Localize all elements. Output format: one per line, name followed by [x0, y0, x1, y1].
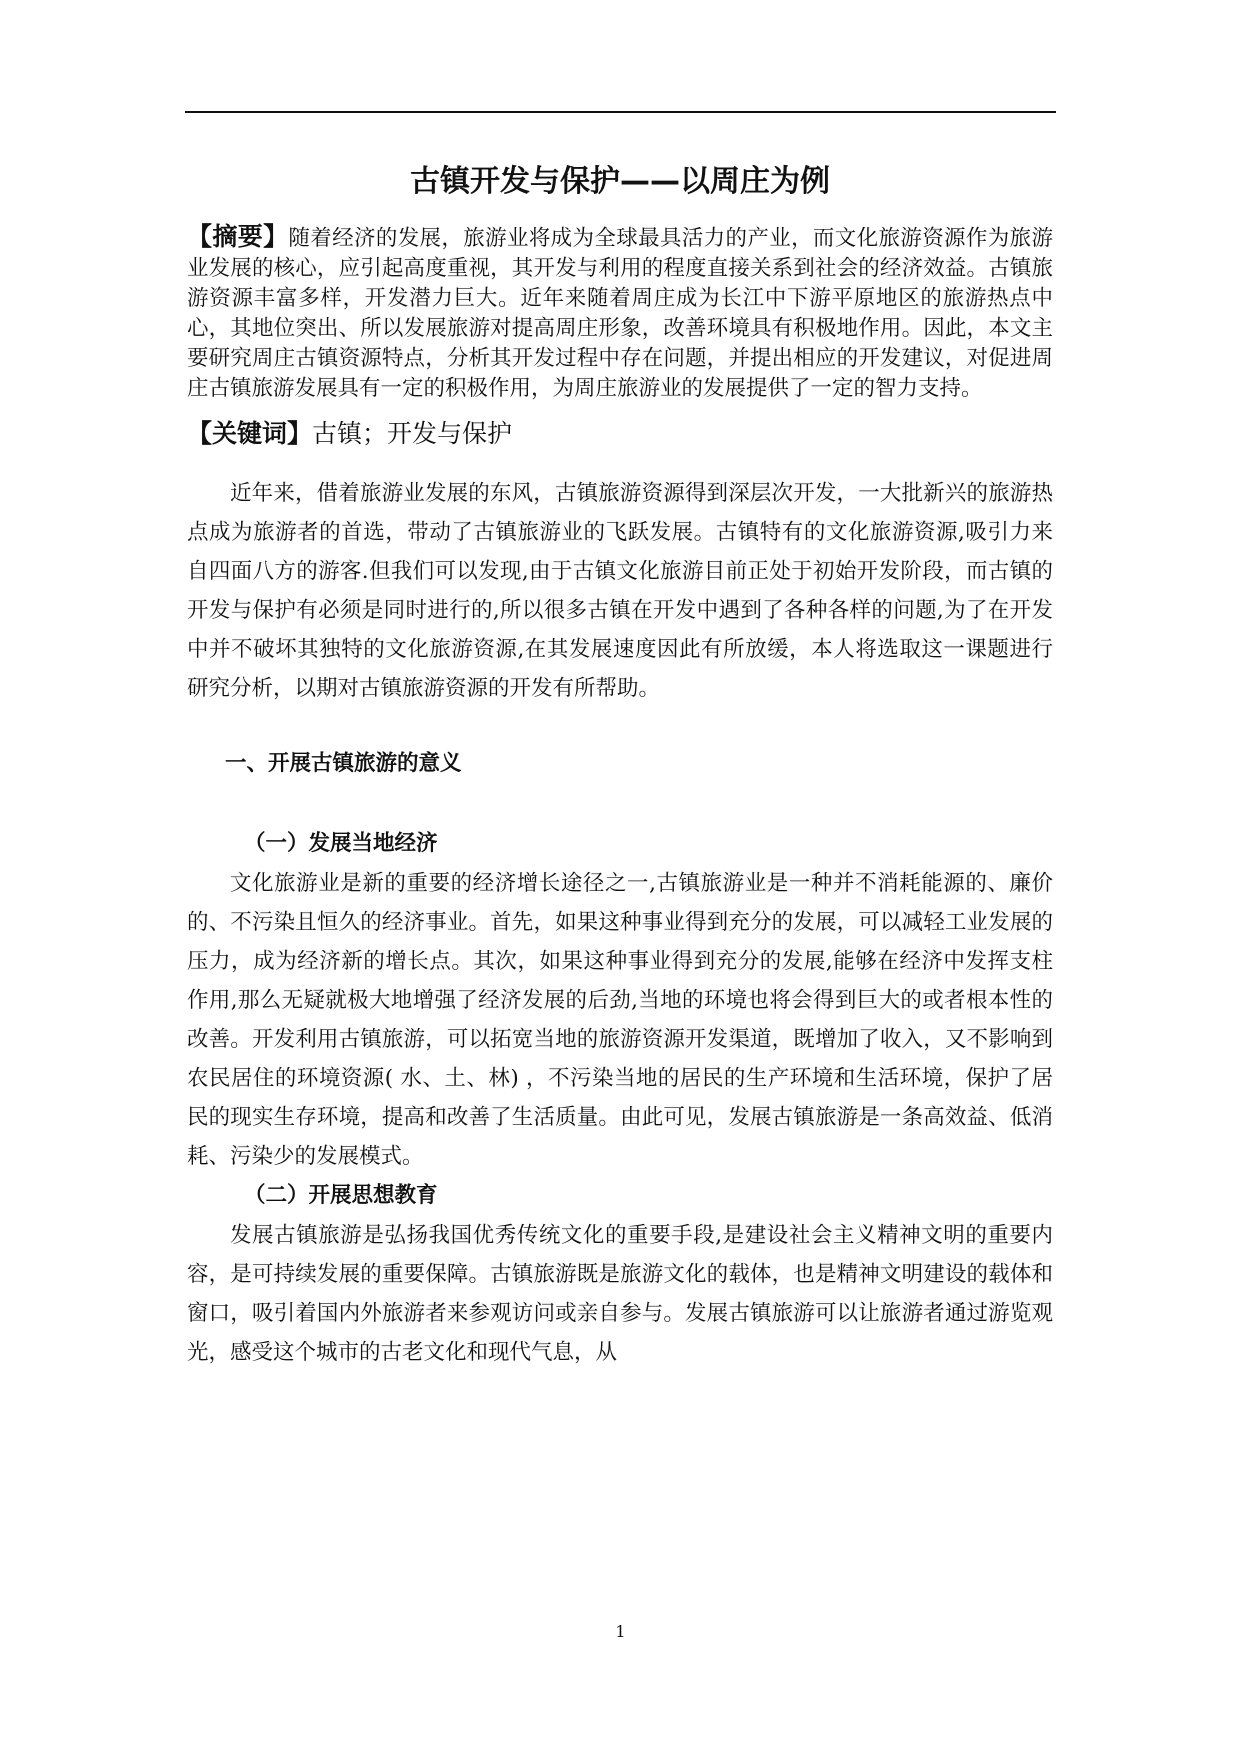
subsection-paragraph-1: 文化旅游业是新的重要的经济增长途径之一,古镇旅游业是一种并不消耗能源的、廉价的、不污染且恒久的经济事业。首先，如果这种事业得到充分的发展，可以减轻工业发展的压力，成为经济新的增长点。其次，如果这种事业得到充分的发展,能够在经济中发挥支柱作用,那么无疑就极大地增强了经济发展的后劲,当地的环境也将会得到巨大的或者根本性的改善。开发利用古镇旅游，可以拓宽当地的旅游资源开发渠道，既增加了收入，又不影响到农民居住的环境资源( 水、土、林) ，不污染当地的居民的生产环境和生活环境，保护了居民的现实生存环境，提高和改善了生活质量。由此可见，发展古镇旅游是一条高效益、低消耗、污染少的发展模式。	[187, 871, 1053, 1169]
document-title: 古镇开发与保护——以周庄为例	[410, 164, 830, 199]
section-heading-1: 一、开展古镇旅游的意义	[225, 751, 462, 776]
document-body	[187, 160, 1053, 1372]
keywords	[187, 414, 1053, 454]
subsection-paragraph-2: 发展古镇旅游是弘扬我国优秀传统文化的重要手段,是建设社会主义精神文明的重要内容，是可持续发展的重要保障。古镇旅游既是旅游文化的载体，也是精神文明建设的载体和窗口，吸引着国内外旅游者来参观访问或亲自参与。发展古镇旅游可以让旅游者通过游览观光，感受这个城市的古老文化和现代气息，从	[187, 1223, 1053, 1365]
abstract-text: 随着经济的发展，旅游业将成为全球最具活力的产业，而文化旅游资源作为旅游业发展的核心，应引起高度重视，其开发与利用的程度直接关系到社会的经济效益。古镇旅游资源丰富多样，开发潜力巨大。近年来随着周庄成为长江中下游平原地区的旅游热点中心，其地位突出、所以发展旅游对提高周庄形象，改善环境具有积极地作用。因此，本文主要研究周庄古镇资源特点，分析其开发过程中存在问题，并提出相应的开发建议，对促进周庄古镇旅游发展具有一定的积极作用，为周庄旅游业的发展提供了一定的智力支持。	[187, 226, 1053, 401]
keywords-label: 【关键词】	[187, 419, 313, 448]
keywords-text: 古镇；开发与保护	[312, 419, 513, 448]
subsection-heading-2: （二）开展思想教育	[244, 1183, 438, 1208]
page-number: 1	[615, 1622, 626, 1641]
abstract-label: 【摘要】	[187, 222, 289, 251]
intro-paragraph: 近年来，借着旅游业发展的东风，古镇旅游资源得到深层次开发，一大批新兴的旅游热点成为旅游者的首选，带动了古镇旅游业的飞跃发展。古镇特有的文化旅游资源,吸引力来自四面八方的游客.但我们可以发现,由于古镇文化旅游目前正处于初始开发阶段，而古镇的开发与保护有必须是同时进行的,所以很多古镇在开发中遇到了各种各样的问题,为了在开发中并不破坏其独特的文化旅游资源,在其发展速度因此有所放缓，本人将选取这一课题进行研究分析，以期对古镇旅游资源的开发有所帮助。	[187, 481, 1053, 701]
subsection-heading-1: （一）发展当地经济	[244, 831, 438, 856]
header-rule	[185, 111, 1056, 113]
abstract	[187, 222, 1053, 404]
